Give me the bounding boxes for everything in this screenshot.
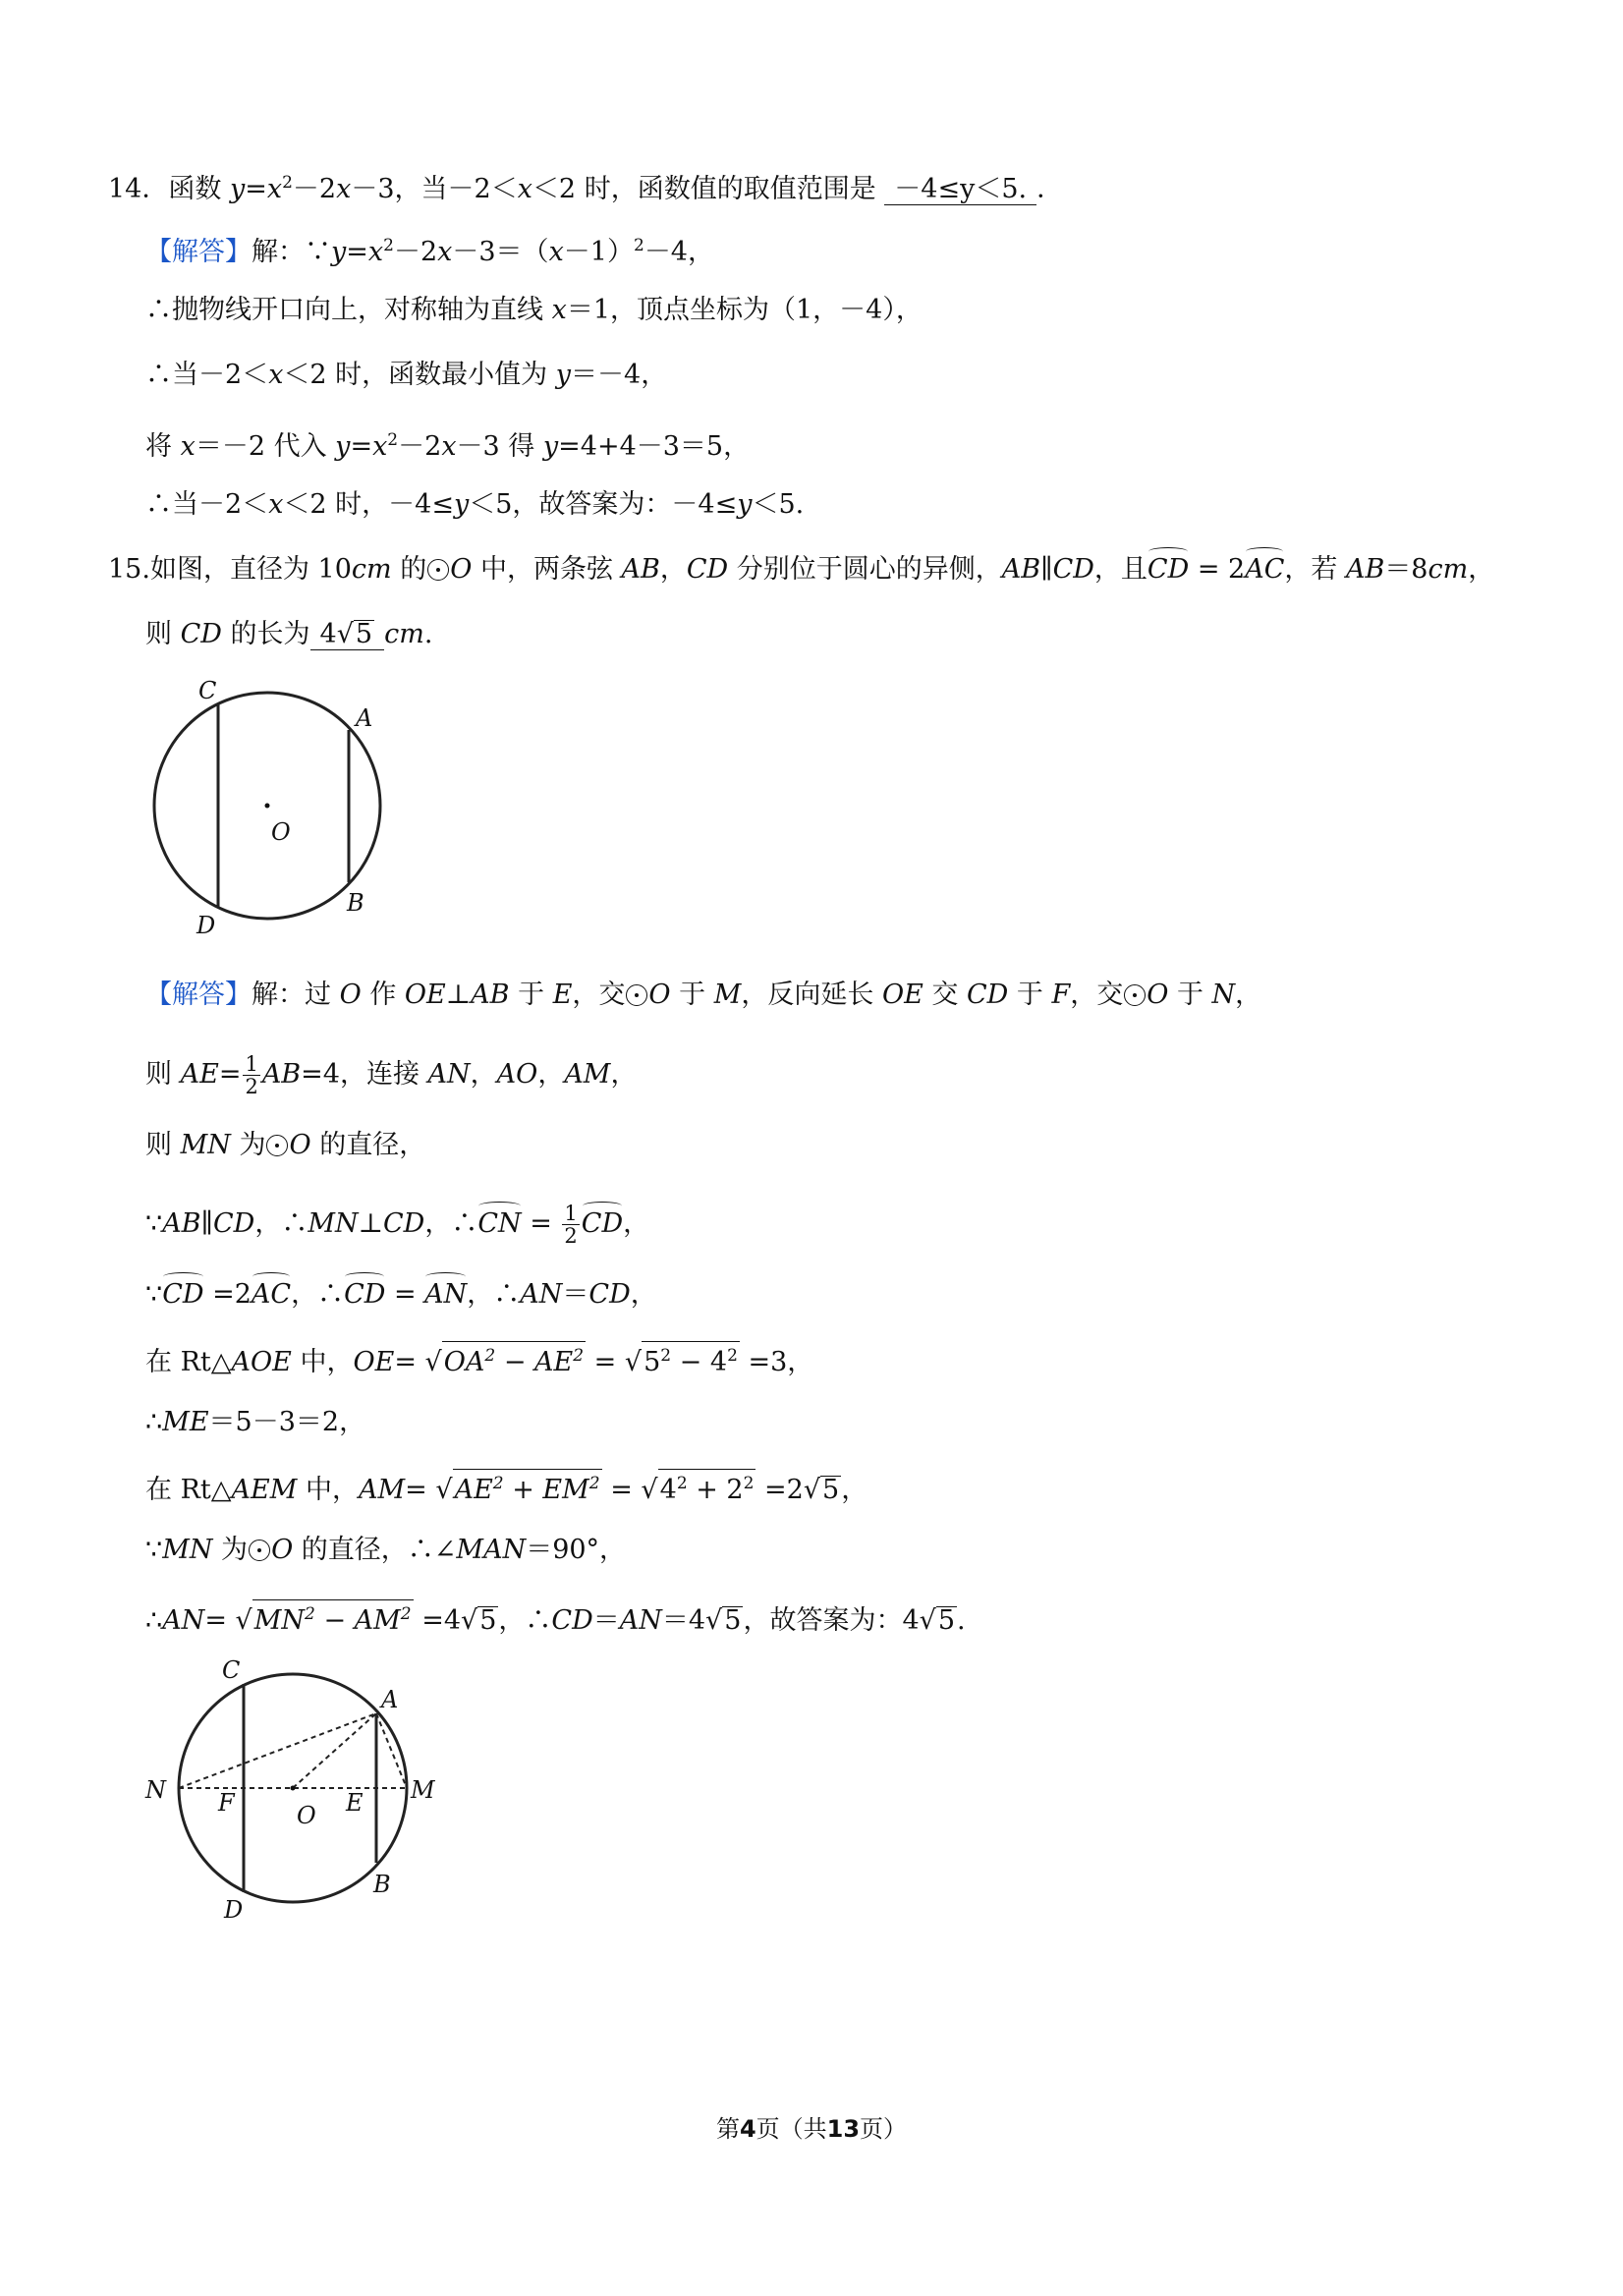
q14-stem-a: 函数 [168,174,222,204]
fig1-label-d: D [196,912,216,939]
fig2-label-d: D [224,1896,244,1924]
q14-stem-b: ，当－2＜ [394,174,518,204]
page-total: 13 [826,2115,861,2143]
fig2-label-f: F [218,1789,235,1817]
sol14-line-4: 将 x＝－2 代入 $y=x^2-2x-3$ 得 y=4+4－3＝5， [145,430,751,462]
fig2-label-b: B [373,1871,391,1898]
fig2-label-e: E [346,1789,364,1817]
fig2-label-c: C [222,1656,241,1684]
circle-dot-icon [249,1540,270,1561]
fig2-label-o: O [297,1802,316,1829]
fig2-label-m: M [411,1776,435,1804]
fig1-label-c: C [198,677,217,704]
page-number: 4 [739,2115,756,2143]
figure-1-circle [147,677,403,948]
page-footer: 第4页（共13页） [715,2115,908,2143]
circle-dot-icon [626,984,647,1006]
sol15-line-9: ∵MN 为 O 的直径，∴∠MAN＝90°， [145,1535,627,1565]
sol15-line-2: 则 AE= $\frac{1}{2}$ AB=4，连接 AN，AO，AM， [145,1052,638,1098]
sol14-line-1: 【解答】解：$\because y=x^2-2x-3=(x-1)^2-4$， [145,236,714,267]
sol15-line-8: 在 Rt△AEM 中，$AM= √AE^2 + EM^2 = √4^2 + 2^2 =2√5$， [145,1469,867,1508]
q14-answer: －4≤y＜5. [884,175,1036,205]
sol14-line-2: ∴抛物线开口向上，对称轴为直线 x＝1，顶点坐标为（1，－4）， [145,295,923,325]
fig2-label-n: N [145,1776,166,1804]
q15-answer: 4√5 [310,620,385,650]
q14-number: 14． [108,174,169,204]
question-15: 15.如图，直径为 10cm 的 O 中，两条弦 AB，CD 分别位于圆心的异侧，AB∥CD，且CD = 2AC，若 AB＝8cm， [108,552,1494,588]
figure-2-circle [138,1656,452,1935]
fig1-label-o: O [271,818,291,846]
circle-dot-icon [266,1135,288,1156]
sol15-line-7: ∴ME＝5－3＝2， [145,1407,366,1437]
question-15-line-2: 则 CD 的长为 4√5 cm. [145,619,433,649]
q14-stem-c: ＜2 时，函数值的取值范围是 [532,174,876,204]
sol15-line-1: 【解答】解：过 O 作 OE⊥AB 于 E，交 O 于 M，反向延长 OE 交 CD 于 F，交 O 于 N， [145,980,1262,1010]
sol14-line-3: ∴当－2＜x＜2 时，函数最小值为 y＝－4， [145,360,668,390]
circle-dot-icon [427,559,449,581]
sol14-line-5: ∴当－2＜x＜2 时，－4≤y＜5，故答案为：－4≤y＜5. [145,489,805,520]
circle-dot-icon [1124,984,1146,1006]
sol15-line-3: 则 MN 为 O 的直径， [145,1130,426,1160]
fig1-label-a: A [356,704,373,732]
sol15-line-4: ∵AB∥CD，∴MN⊥CD，∴CN = $\frac{1}{2}$ CD， [145,1202,650,1248]
fig1-label-b: B [347,889,364,917]
sol15-line-6: 在 Rt△AOE 中，$OE= √OA^2 - AE^2 = √5^2 - 4^2 =3$， [145,1341,813,1380]
question-14: 14．函数 $y=x^2-2x-3$，当－2＜x＜2 时，函数值的取值范围是 －4≤y＜5. ． [108,173,1064,204]
sol15-line-5: ∵CD =2AC，∴CD = AN，∴AN＝CD， [145,1277,657,1313]
fig2-label-a: A [381,1686,399,1713]
sol15-label: 【解答】 [145,980,252,1010]
sol14-label: 【解答】 [145,237,252,267]
sol15-line-10: ∴AN= $√MN^2 - AM^2 =4√5$，∴CD＝AN＝4√5，故答案为：4√5. [145,1599,966,1639]
